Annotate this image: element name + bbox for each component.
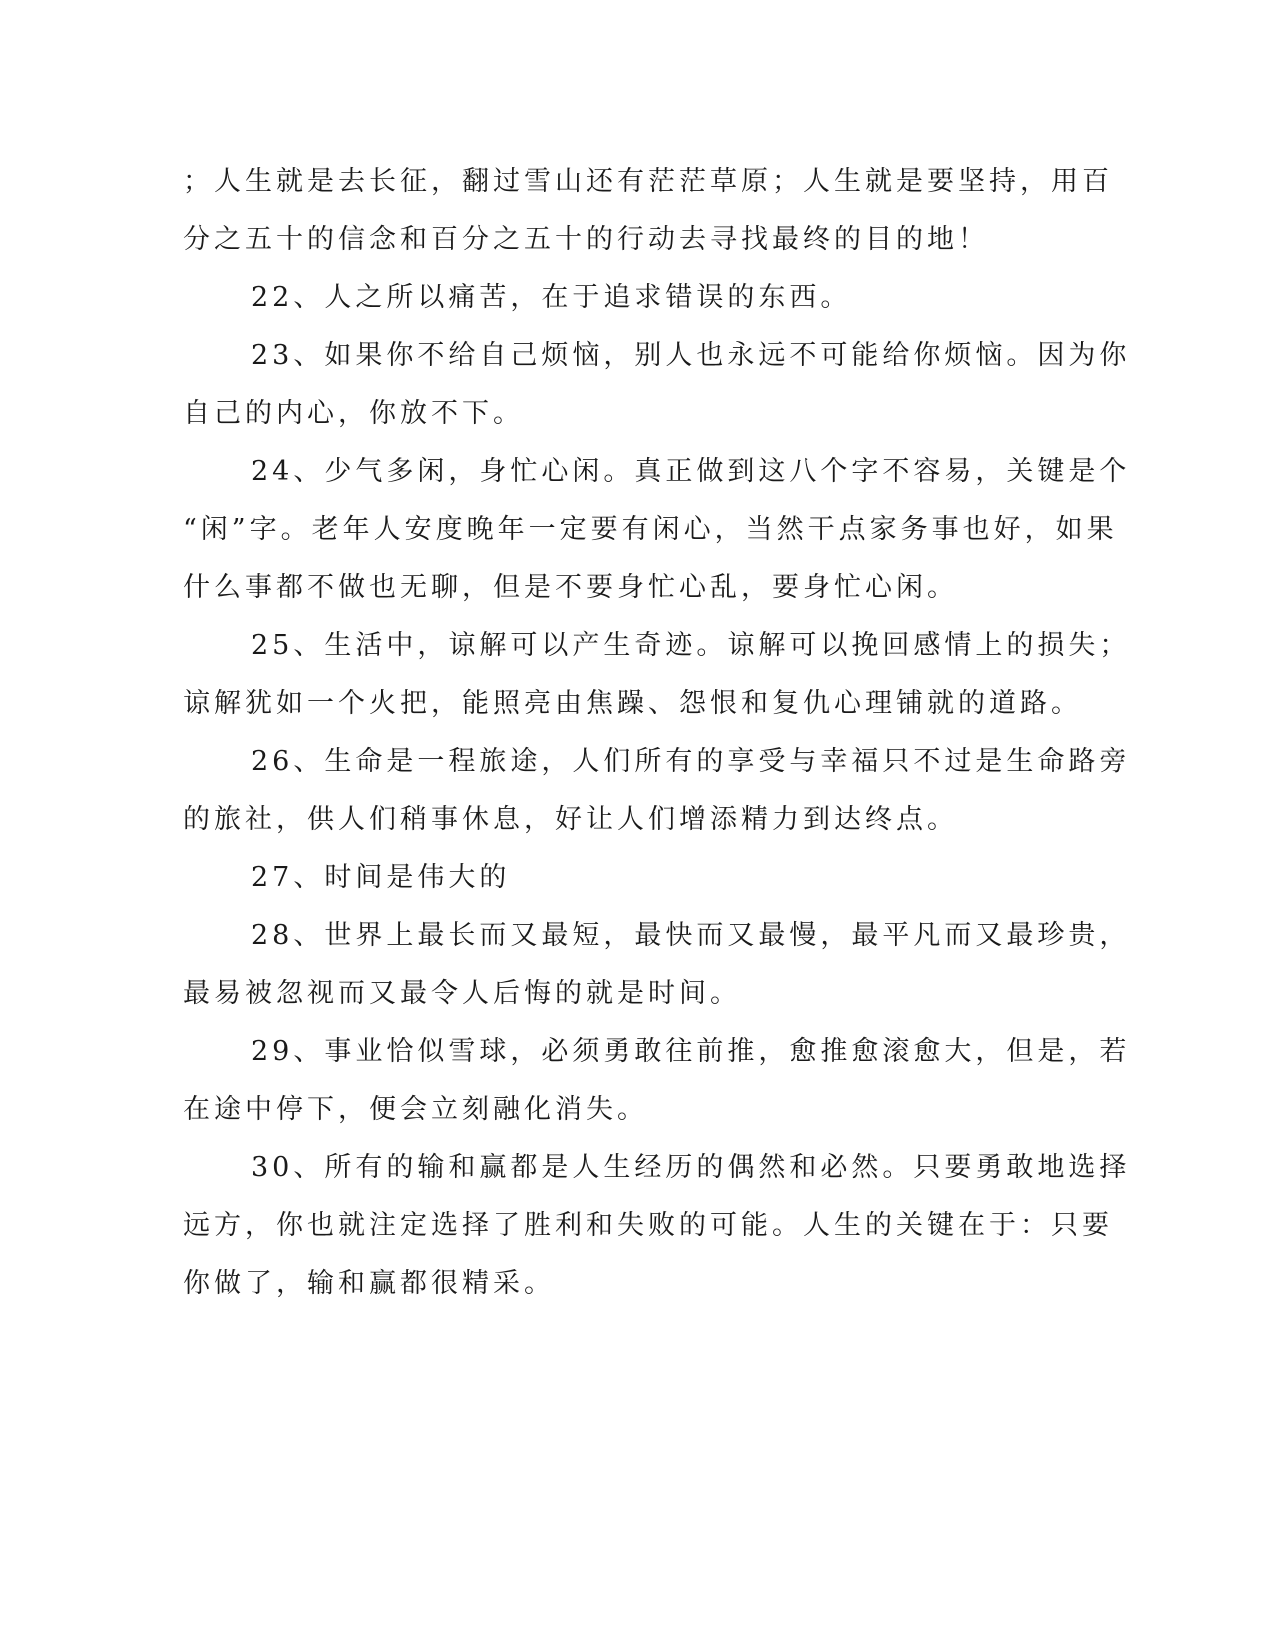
text-line: 自己的内心，你放不下。: [183, 398, 524, 429]
text-line: 最易被忽视而又最令人后悔的就是时间。: [183, 978, 741, 1009]
document-body: [183, 160, 1131, 1320]
text-line: 28、世界上最长而又最短，最快而又最慢，最平凡而又最珍贵，: [251, 920, 1131, 951]
text-line: 23、如果你不给自己烦恼，别人也永远不可能给你烦恼。因为你: [251, 340, 1131, 371]
text-line: 的旅社，供人们稍事休息，好让人们增添精力到达终点。: [183, 804, 958, 835]
text-line: 你做了，输和赢都很精采。: [183, 1268, 555, 1299]
text-line: 在途中停下，便会立刻融化消失。: [183, 1094, 648, 1125]
text-line: 25、生活中，谅解可以产生奇迹。谅解可以挽回感情上的损失；: [251, 630, 1131, 661]
text-line: 27、时间是伟大的: [251, 862, 511, 893]
text-line: “闲”字。老年人安度晚年一定要有闲心，当然干点家务事也好，如果: [183, 514, 1118, 545]
text-line: 29、事业恰似雪球，必须勇敢往前推，愈推愈滚愈大，但是，若: [251, 1036, 1131, 1067]
text-line: 26、生命是一程旅途，人们所有的享受与幸福只不过是生命路旁: [251, 746, 1131, 777]
text-line: 什么事都不做也无聊，但是不要身忙心乱，要身忙心闲。: [183, 572, 958, 603]
text-line: 远方，你也就注定选择了胜利和失败的可能。人生的关键在于：只要: [183, 1210, 1113, 1241]
text-line: ；人生就是去长征，翻过雪山还有茫茫草原；人生就是要坚持，用百: [183, 166, 1113, 197]
text-line: 24、少气多闲，身忙心闲。真正做到这八个字不容易，关键是个: [251, 456, 1131, 487]
text-line: 22、人之所以痛苦，在于追求错误的东西。: [251, 282, 852, 313]
text-line: 30、所有的输和赢都是人生经历的偶然和必然。只要勇敢地选择: [251, 1152, 1131, 1183]
text-line: 分之五十的信念和百分之五十的行动去寻找最终的目的地！: [183, 224, 989, 255]
text-line: 谅解犹如一个火把，能照亮由焦躁、怨恨和复仇心理铺就的道路。: [183, 688, 1082, 719]
